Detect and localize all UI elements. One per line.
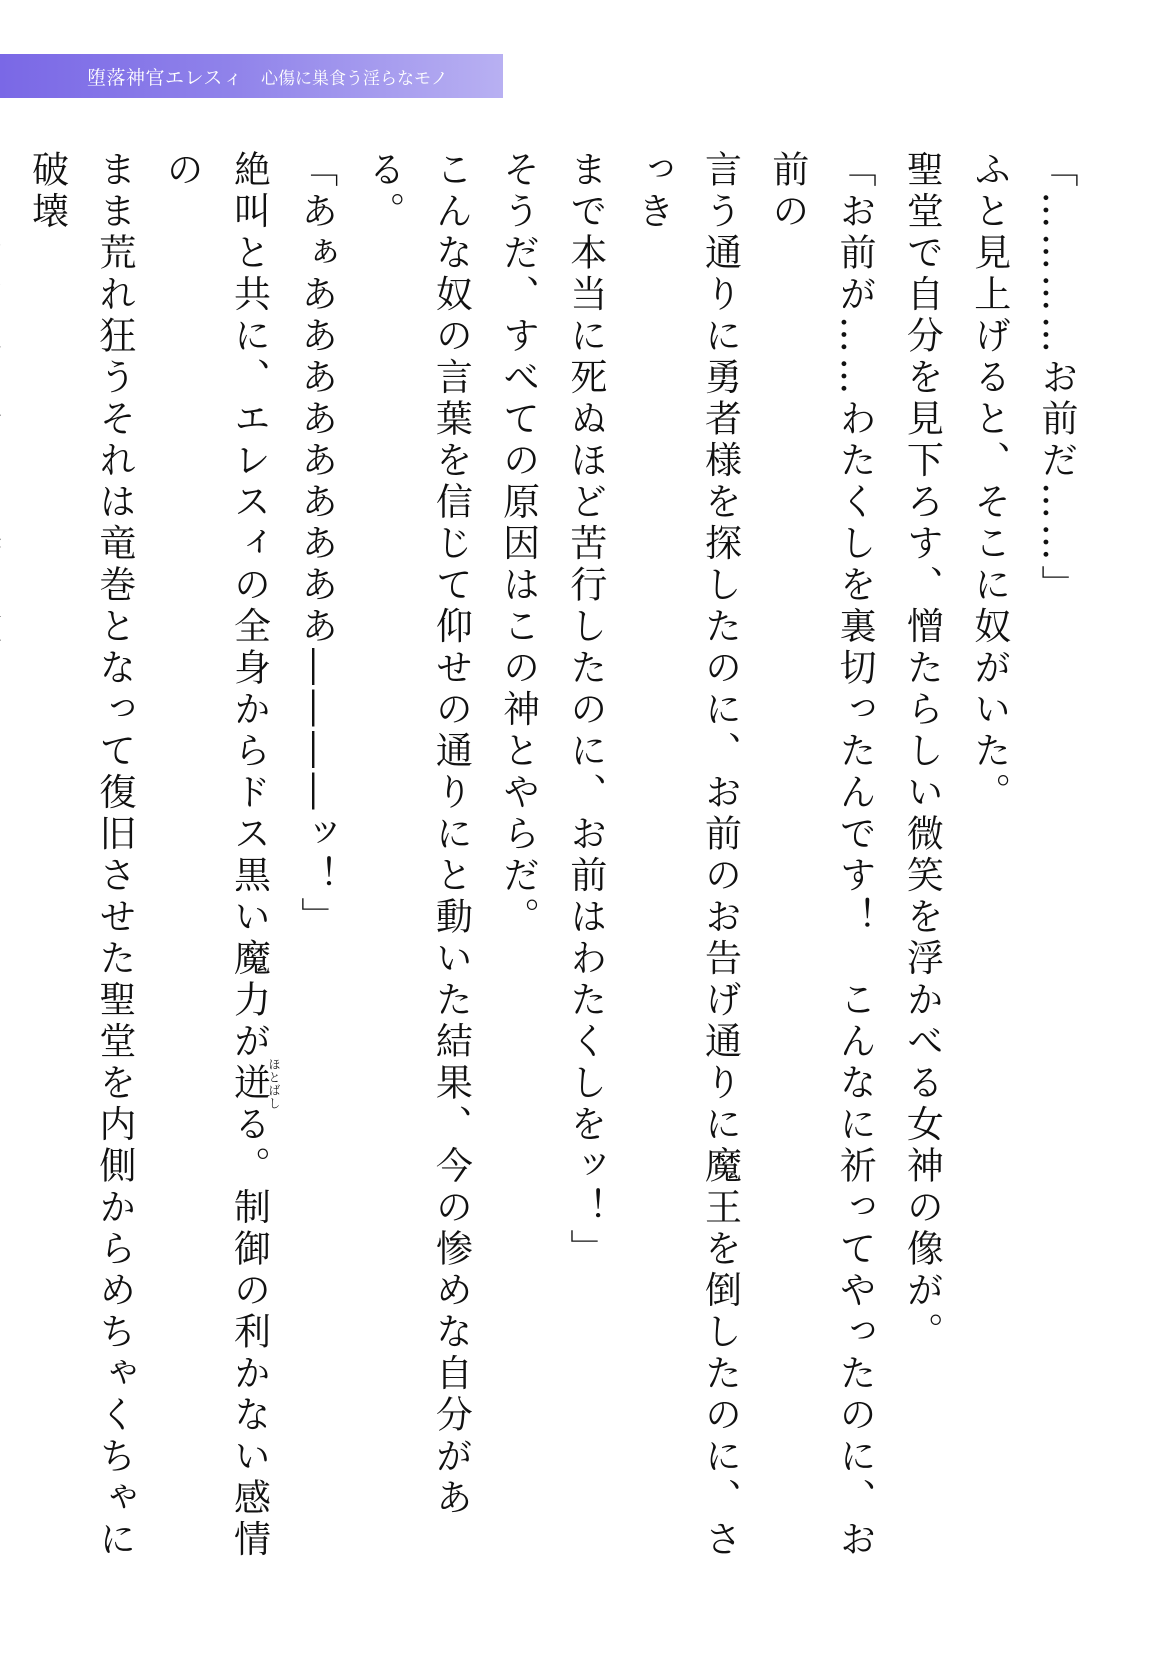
text-line-with-ruby (148, 150, 283, 1580)
text-line: まま荒れ狂うそれは竜巻となって復旧させた聖堂を内側からめちゃくちゃに破壊 (25, 150, 136, 1561)
text-line: ふと見上げると、そこに奴がいた。 (967, 150, 1011, 814)
ruby-reading: ほとばし (266, 1057, 281, 1110)
text-segment: る。制御の利かない感情の (160, 150, 271, 1561)
text-line: 「お前が……わたくしを裏切ったんです！ こんなに祈ってやったのに、お前の (765, 150, 877, 1561)
text-line: そうだ、すべての原因はこの神とやらだ。 (496, 150, 540, 939)
text-segment: 絶叫と共に、エレスィの全身からドス黒い魔力が (227, 150, 271, 1063)
text-line: こんな奴の言葉を信じて仰せの通りにと動いた結果、今の惨めな自分がある。 (362, 150, 473, 1520)
text-line: まで本当に死ぬほど苦行したのに、お前はわたくしをッ！」 (563, 150, 607, 1271)
text-line: 聖堂で自分を見下ろす、憎たらしい微笑を浮かべる女神の像が。 (900, 150, 944, 1354)
book-title: 堕落神官エレスィ (87, 66, 244, 89)
vertical-text-body (25, 150, 1090, 1580)
text-line: 「あぁあああああああああ――――ッ！」 (294, 150, 338, 939)
text-line: 「…………お前だ……」 (1035, 150, 1078, 607)
ruby-base: 迸 (227, 1057, 271, 1110)
text-line (0, 150, 13, 1580)
ruby-word (227, 1057, 281, 1110)
chapter-title: 心傷に巣食う淫らなモノ (261, 68, 448, 89)
text-line: 言う通りに勇者様を探したのに、お前のお告げ通りに魔王を倒したのに、さっき (631, 150, 742, 1561)
running-header (0, 54, 503, 98)
